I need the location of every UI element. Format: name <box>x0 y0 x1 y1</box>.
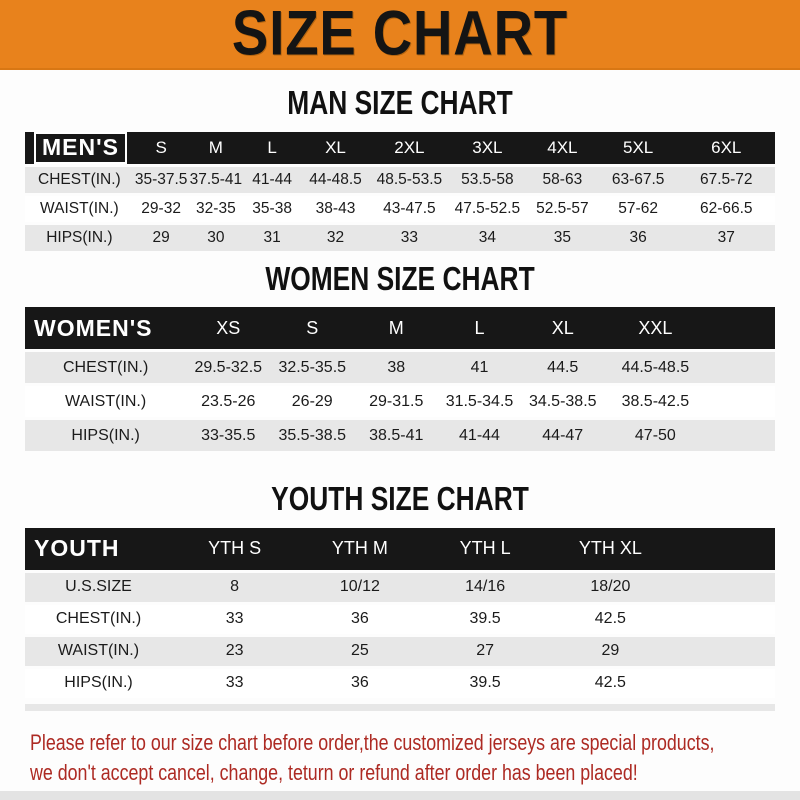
table-cell: 31.5-34.5 <box>438 386 521 417</box>
men-header-row <box>25 132 775 164</box>
table-cell: 37 <box>678 225 776 251</box>
table-cell: 10/12 <box>297 573 422 602</box>
table-cell: 57-62 <box>599 196 678 222</box>
women-group-label: WOMEN'S <box>34 314 153 341</box>
column-header: YTH S <box>172 528 297 570</box>
table-cell: 32.5-35.5 <box>270 352 354 383</box>
table-cell: 39.5 <box>422 605 547 634</box>
table-cell: 52.5-57 <box>526 196 599 222</box>
banner <box>0 0 800 70</box>
column-header: 5XL <box>599 132 678 164</box>
table-cell: 62-66.5 <box>678 196 776 222</box>
row-label: CHEST(IN.) <box>25 167 134 193</box>
table-cell: 38-43 <box>301 196 370 222</box>
table-cell: 32-35 <box>189 196 244 222</box>
column-header: YTH XL <box>548 528 673 570</box>
row-label: WAIST(IN.) <box>25 637 172 666</box>
table-cell: 27 <box>422 637 547 666</box>
table-cell: 53.5-58 <box>449 167 526 193</box>
spacer-cell <box>673 528 775 570</box>
women-header-row <box>25 307 775 349</box>
column-header: YTH L <box>422 528 547 570</box>
page-bottom-strip <box>0 791 800 800</box>
table-cell: 36 <box>599 225 678 251</box>
row-label: HIPS(IN.) <box>25 420 186 451</box>
table-cell: 29-31.5 <box>354 386 438 417</box>
table-cell: 25 <box>297 637 422 666</box>
table-row <box>25 637 775 666</box>
column-header: M <box>354 307 438 349</box>
table-cell: 23 <box>172 637 297 666</box>
column-header: S <box>134 132 189 164</box>
table-cell: 35-37.5 <box>134 167 189 193</box>
table-row <box>25 605 775 634</box>
column-header: M <box>189 132 244 164</box>
table-cell: 42.5 <box>548 669 673 698</box>
table-cell: 35 <box>526 225 599 251</box>
table-cell: 67.5-72 <box>678 167 776 193</box>
table-cell: 8 <box>172 573 297 602</box>
row-label: WAIST(IN.) <box>25 386 186 417</box>
table-cell: 43-47.5 <box>370 196 449 222</box>
table-cell: 63-67.5 <box>599 167 678 193</box>
table-cell: 18/20 <box>548 573 673 602</box>
column-header: 6XL <box>678 132 776 164</box>
table-cell: 44.5-48.5 <box>605 352 706 383</box>
table-cell: 34 <box>449 225 526 251</box>
youth-size-table <box>25 525 775 701</box>
women-size-table <box>25 304 775 454</box>
table-cell: 35.5-38.5 <box>270 420 354 451</box>
footer-line-1: Please refer to our size chart before order,the customized jerseys are special products, <box>30 729 715 755</box>
youth-group-header <box>25 528 172 570</box>
table-cell: 32 <box>301 225 370 251</box>
table-row <box>25 225 775 251</box>
men-size-table <box>25 129 775 254</box>
column-header: L <box>243 132 301 164</box>
men-group-label: MEN'S <box>34 132 127 164</box>
table-row <box>25 573 775 602</box>
table-cell: 58-63 <box>526 167 599 193</box>
table-cell: 44-48.5 <box>301 167 370 193</box>
table-row <box>25 167 775 193</box>
table-cell: 44-47 <box>521 420 605 451</box>
table-cell: 47-50 <box>605 420 706 451</box>
table-cell: 42.5 <box>548 605 673 634</box>
table-cell: 29 <box>548 637 673 666</box>
footer-note <box>30 728 800 788</box>
column-header: XS <box>186 307 270 349</box>
spacer-cell <box>706 420 775 451</box>
row-label: HIPS(IN.) <box>25 225 134 251</box>
table-cell: 37.5-41 <box>189 167 244 193</box>
spacer-cell <box>706 386 775 417</box>
table-cell: 14/16 <box>422 573 547 602</box>
spacer-cell <box>706 352 775 383</box>
table-cell: 36 <box>297 605 422 634</box>
table-cell: 38.5-41 <box>354 420 438 451</box>
column-header: 3XL <box>449 132 526 164</box>
column-header: 4XL <box>526 132 599 164</box>
table-row <box>25 196 775 222</box>
spacer-cell <box>673 637 775 666</box>
table-cell: 29 <box>134 225 189 251</box>
column-header: XL <box>301 132 370 164</box>
table-row <box>25 669 775 698</box>
table-cell: 41-44 <box>438 420 521 451</box>
table-cell: 33 <box>370 225 449 251</box>
table-cell: 35-38 <box>243 196 301 222</box>
column-header: XL <box>521 307 605 349</box>
table-bottom-strip <box>25 704 775 711</box>
column-header: S <box>270 307 354 349</box>
table-cell: 41 <box>438 352 521 383</box>
table-cell: 29.5-32.5 <box>186 352 270 383</box>
table-row <box>25 386 775 417</box>
spacer-cell <box>673 605 775 634</box>
youth-header-row <box>25 528 775 570</box>
table-cell: 38 <box>354 352 438 383</box>
table-cell: 39.5 <box>422 669 547 698</box>
table-cell: 29-32 <box>134 196 189 222</box>
table-row <box>25 352 775 383</box>
table-cell: 30 <box>189 225 244 251</box>
table-cell: 31 <box>243 225 301 251</box>
youth-group-label: YOUTH <box>34 535 120 562</box>
row-label: CHEST(IN.) <box>25 352 186 383</box>
spacer-cell <box>673 573 775 602</box>
youth-section-title: YOUTH SIZE CHART <box>271 479 529 518</box>
women-group-header <box>25 307 186 349</box>
table-cell: 36 <box>297 669 422 698</box>
column-header: XXL <box>605 307 706 349</box>
women-section-title: WOMEN SIZE CHART <box>265 259 535 297</box>
table-cell: 34.5-38.5 <box>521 386 605 417</box>
table-cell: 33 <box>172 669 297 698</box>
table-cell: 33 <box>172 605 297 634</box>
table-cell: 26-29 <box>270 386 354 417</box>
page-title: SIZE CHART <box>231 0 569 69</box>
table-cell: 48.5-53.5 <box>370 167 449 193</box>
footer-line-2: we don't accept cancel, change, teturn or refund after order has been placed! <box>30 759 638 785</box>
table-cell: 44.5 <box>521 352 605 383</box>
table-row <box>25 420 775 451</box>
table-cell: 38.5-42.5 <box>605 386 706 417</box>
spacer-cell <box>673 669 775 698</box>
column-header: YTH M <box>297 528 422 570</box>
spacer-cell <box>706 307 775 349</box>
table-cell: 23.5-26 <box>186 386 270 417</box>
table-cell: 41-44 <box>243 167 301 193</box>
table-cell: 47.5-52.5 <box>449 196 526 222</box>
row-label: U.S.SIZE <box>25 573 172 602</box>
row-label: CHEST(IN.) <box>25 605 172 634</box>
table-cell: 33-35.5 <box>186 420 270 451</box>
row-label: WAIST(IN.) <box>25 196 134 222</box>
man-section-title: MAN SIZE CHART <box>287 83 513 122</box>
column-header: L <box>438 307 521 349</box>
column-header: 2XL <box>370 132 449 164</box>
men-group-header <box>25 132 134 164</box>
row-label: HIPS(IN.) <box>25 669 172 698</box>
